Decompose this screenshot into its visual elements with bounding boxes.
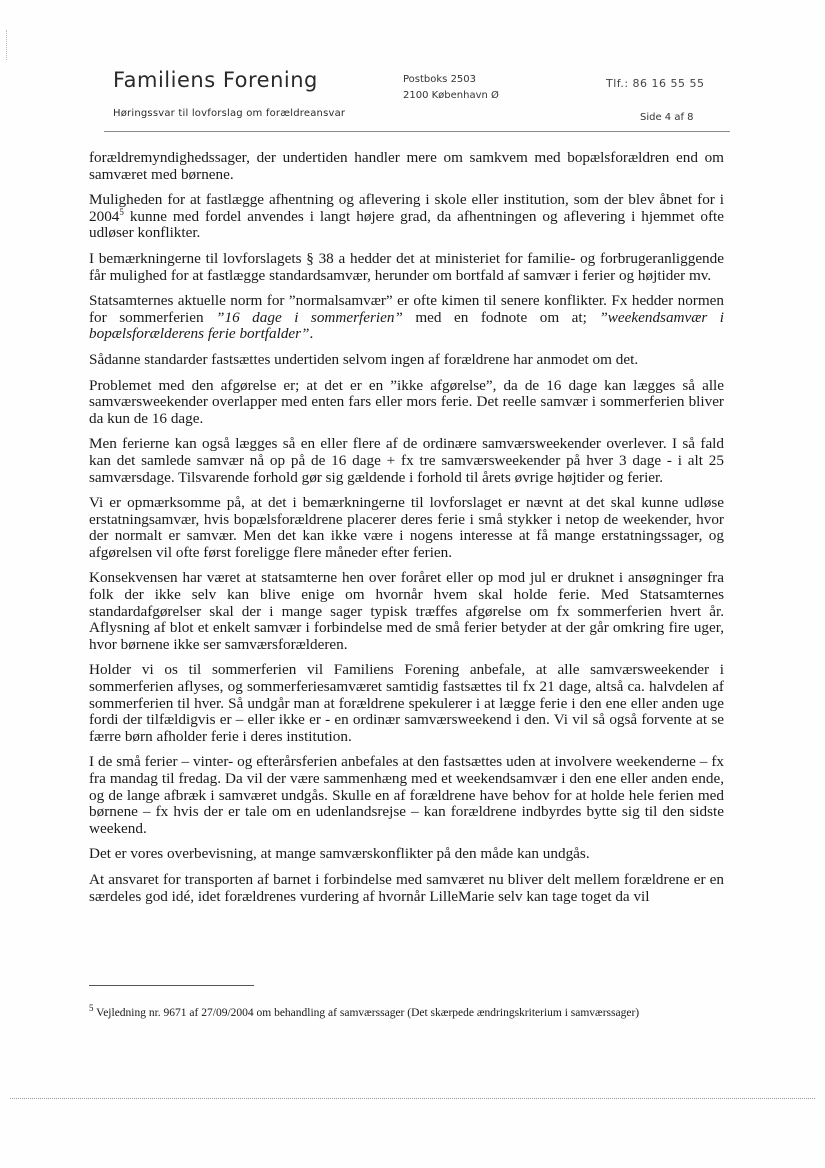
italic-quote: ”weekendsamvær i bopælsforælderens ferie bortfalder”: [89, 308, 725, 343]
paragraph: Holder vi os til sommerferien vil Familiens Forening anbefale, at alle samværsweekender i sommerferien aflyses, og sommerferiesamværet samtidig fastsættes til fx 21 dage, altså ca. halvdelen af sommerferien til hver. Så undgår man at forældrene spekulerer i at lægge ferie i den ene eller anden uge fordi der tilfældigvis er – eller ikke er - en ordinær samværsweekend i den. Vi vil så også forvente at se færre børn afholder ferie i deres institution.: [89, 661, 724, 745]
address-line-2: 2100 København Ø: [403, 90, 499, 101]
margin-mark: [6, 30, 8, 60]
page-indicator: Side 4 af 8: [640, 112, 694, 123]
paragraph: [89, 293, 724, 343]
paragraph: Konsekvensen har været at statsamterne hen over foråret eller op mod jul er druknet i ansøgninger fra folk der ikke selv kan blive enige om hvornår hvem skal holde ferie. Med Statsamternes standardafgørelser skal der i mange sager typisk træffes afgørelse om fx sommerferien hvert år. Aflysning af blot et enkelt samvær i forbindelse med de små ferier betyder at der går omkring fire uger, hvor børnene ikke ser samværsforælderen.: [89, 569, 724, 653]
footnote-marker: 5: [89, 1003, 94, 1014]
phone-number: Tlf.: 86 16 55 55: [606, 77, 705, 90]
footnote-reference: 5: [119, 206, 124, 217]
footnote-divider: [89, 985, 254, 986]
paragraph-text: med en fodnote om at;: [402, 308, 600, 326]
address-line-1: Postboks 2503: [403, 74, 477, 85]
footnote-text: Vejledning nr. 9671 af 27/09/2004 om behandling af samværssager (Det skærpede ændringskriterium i samværssager): [93, 1007, 640, 1019]
paragraph: Sådanne standarder fastsættes undertiden selvom ingen af forældrene har anmodet om det.: [89, 350, 639, 368]
header-divider: [104, 131, 730, 132]
paragraph: Men ferierne kan også lægges så en eller flere af de ordinære samværsweekender overlever. I så fald kan det samlede samvær nå op på de 16 dage + fx tre samværsweekender på hver 3 dage - i alt 25 samværsdage. Tilsvarende forhold gør sig gældende i forhold til årets øvrige højtider og ferier.: [89, 435, 724, 486]
paragraph: Det er vores overbevisning, at mange samværskonflikter på den måde kan undgås.: [89, 845, 590, 863]
paragraph: [89, 192, 724, 242]
paragraph: Problemet med den afgørelse er; at det er en ”ikke afgørelse”, da de 16 dage kan lægges så alle samværsweekender overlapper med enten fars eller mors ferie. Det reelle samvær i sommerferien bliver da kun de 16 dage.: [89, 376, 724, 427]
document-subtitle: Høringssvar til lovforslag om forældreansvar: [113, 108, 346, 119]
paragraph-text: .: [309, 325, 314, 343]
body-text: [89, 150, 724, 914]
italic-quote: ”16 dage i sommerferien”: [216, 308, 403, 326]
page-bottom-divider: [10, 1098, 815, 1099]
paragraph: Vi er opmærksomme på, at det i bemærkningerne til lovforslaget er nævnt at det skal kunne udløse erstatningsamvær, hvis bopælsforældrene placerer deres ferie i små stykker i netop de weekender, hvor der normalt er samvær. Men det kan ikke være i nogens interesse at få mange erstatningssager, og afgørelsen vil ofte først foreligge flere måneder efter ferien.: [89, 494, 724, 561]
organization-name: Familiens Forening: [113, 68, 318, 92]
footnote: [89, 1003, 729, 1020]
paragraph: I de små ferier – vinter- og efterårsferien anbefales at den fastsættes uden at involvere weekenderne – fx fra mandag til fredag. Da vil der være sammenhæng med et weekendsamvær i den ene eller anden ende, og de lange afbræk i samværet undgås. Skulle en af forældrene have behov for at holde hele ferien med børnene – fx hvis der er tale om en udenlandsrejse – kan forældrene indbyrdes bytte sig til den sidste weekend.: [89, 753, 724, 837]
paragraph-text: Statsamternes aktuelle norm for ”normalsamvær” er ofte kimen til senere konflikter. Fx hedder normen for sommerferien: [89, 292, 724, 326]
paragraph: I bemærkningerne til lovforslagets § 38 a hedder det at ministeriet for familie- og forbrugeranliggende får mulighed for at fastlægge standardsamvær, herunder om bortfald af samvær i ferier og højtider mv.: [89, 249, 724, 284]
paragraph-text: Muligheden for at fastlægge afhentning og aflevering i skole eller institution, som der blev åbnet for i 2004: [89, 191, 724, 225]
paragraph: At ansvaret for transporten af barnet i forbindelse med samværet nu bliver delt mellem forældrene er en særdeles god idé, idet forældrenes vurdering af hvornår LilleMarie selv kan tage toget da vil: [89, 870, 724, 905]
paragraph: forældremyndighedssager, der undertiden handler mere om samkvem med bopælsforældren end om samværet med børnene.: [89, 149, 724, 183]
paragraph-text: kunne med fordel anvendes i langt højere grad, da afhentningen og aflevering i hjemmet ofte udløser konflikter.: [89, 207, 724, 242]
